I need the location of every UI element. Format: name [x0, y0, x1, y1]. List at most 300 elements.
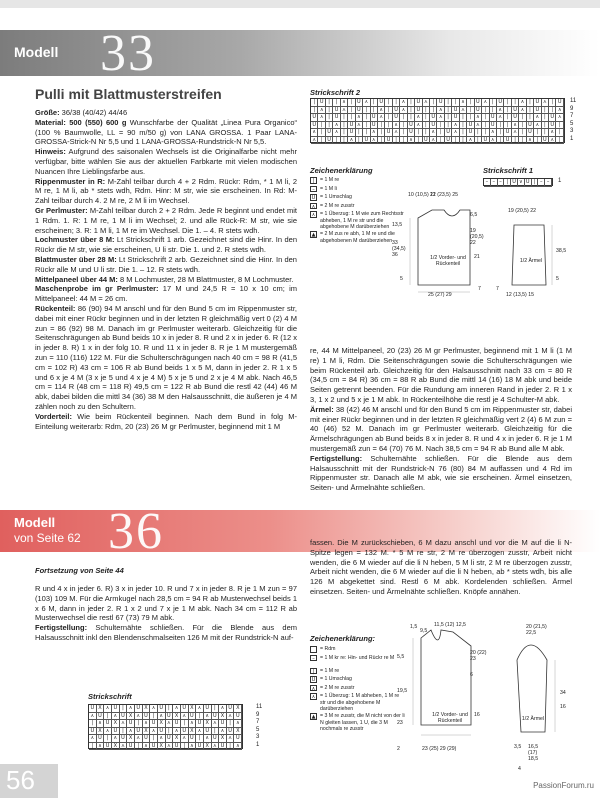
chart-cell: U: [512, 107, 519, 115]
chart-cell: ∧: [158, 735, 166, 743]
chart-cell: –: [491, 179, 498, 187]
chart-cell: |: [437, 122, 444, 130]
chart-cell: X: [234, 705, 242, 713]
chart-cell: |: [542, 114, 549, 122]
schematic2-dim-2: 11,5 (12) 12,5: [434, 622, 466, 628]
chart-cell: |: [460, 114, 467, 122]
chart-cell: |: [512, 137, 519, 145]
chart1-row-numbers: [558, 178, 561, 186]
chart2-label: Strickschrift 2: [310, 88, 361, 97]
paragraph-text: Schulternähte schließen. Für die Blende aus dem Halsausschnitt mit der Rundstrick-N 76 (80) 84 M auffassen und 4 Rd im Rippenmuster str. Danach alle M abk, wie sie erscheinen. Ärmel einsetzen, Seiten- und Ärmelnähte schließen.: [310, 453, 572, 493]
chart-cell: ⋏: [150, 705, 158, 713]
chart-cell: |: [104, 713, 112, 721]
schematic2-dim-7: 23: [397, 720, 403, 726]
chart-cell: ⋏: [475, 122, 482, 130]
schematic1-sleeve-label: 1/2 Ärmel: [519, 258, 543, 264]
chart3-grid: [88, 704, 243, 749]
chart-row: [89, 713, 242, 721]
chart-cell: |: [556, 129, 563, 137]
chart-cell: |: [445, 99, 452, 107]
chart-cell: |: [445, 122, 452, 130]
chart-cell: |: [363, 122, 370, 130]
chart-row-number: 11: [570, 98, 577, 104]
chart-cell: |: [527, 99, 534, 107]
chart-cell: X: [127, 735, 135, 743]
chart-cell: |: [333, 99, 340, 107]
chart-cell: U: [527, 129, 534, 137]
chart-cell: ⋏: [519, 107, 526, 115]
chart-cell: U: [196, 720, 204, 728]
chart-cell: U: [181, 705, 189, 713]
legend-text: = 2 M re zusstr: [320, 684, 355, 691]
chart-cell: U: [189, 713, 197, 721]
chart-cell: |: [120, 728, 128, 736]
chart-cell: U: [512, 114, 519, 122]
chart-cell: ∧: [452, 122, 459, 130]
legend-item: [310, 177, 405, 184]
chart-cell: X: [219, 735, 227, 743]
chart-cell: ∧: [219, 705, 227, 713]
chart-cell: |: [445, 107, 452, 115]
chart-cell: |: [519, 122, 526, 130]
chart-cell: |: [135, 743, 143, 751]
chart-cell: |: [393, 99, 400, 107]
chart2-row-numbers: [570, 98, 576, 143]
chart-cell: U: [437, 99, 444, 107]
chart-cell: ⋏: [196, 705, 204, 713]
paragraph: [310, 454, 572, 493]
chart-cell: U: [234, 735, 242, 743]
paragraph-text: Lt Strickschrift 2 arb. Gezeichnet sind die Hinr. In den Rückr alle M und U li str. Die 1. – 12. R stets wdh.: [35, 254, 297, 274]
chart-cell: ⋏: [549, 137, 556, 145]
paragraph: [35, 623, 297, 643]
chart-cell: U: [127, 743, 135, 751]
chart-cell: U: [135, 705, 143, 713]
schematic2-dim-1: 9,5: [420, 628, 428, 634]
paragraph: [35, 255, 297, 275]
chart-cell: |: [326, 99, 333, 107]
chart-row: [89, 728, 242, 736]
chart-cell: U: [143, 735, 151, 743]
chart-cell: ⋏: [482, 99, 489, 107]
chart-cell: ⋏: [333, 129, 340, 137]
paragraph: [35, 206, 297, 235]
chart-cell: ⋏: [430, 137, 437, 145]
chart-cell: U: [173, 720, 181, 728]
chart-cell: |: [318, 137, 325, 145]
schematic1-dim-sleeve-top: 19 (20,5) 22: [508, 208, 536, 214]
chart-cell: |: [341, 129, 348, 137]
chart-cell: |: [527, 114, 534, 122]
chart-cell: ∧: [556, 107, 563, 115]
schematic1-dim-shoulder: 6,5: [470, 212, 478, 218]
model-banner-33: [0, 25, 600, 82]
chart-cell: |: [430, 107, 437, 115]
chart-row: [484, 179, 552, 187]
chart-cell: ⋏: [212, 743, 220, 751]
chart-cell: |: [385, 122, 392, 130]
chart-cell: U: [408, 129, 415, 137]
schematic2-dim-12: 34: [560, 690, 566, 696]
chart-cell: |: [385, 99, 392, 107]
chart-cell: ⋏: [120, 743, 128, 751]
chart-cell: |: [341, 122, 348, 130]
chart-cell: U: [445, 137, 452, 145]
chart-cell: U: [430, 114, 437, 122]
paragraph-text: M-Zahl teilbar durch 2 + 2 Rdm. Jede R beginnt und endet mit 1 Rdm. 1. R: 1 M re, 1 M li im Wechsel; 2. und alle Rück-R: M str, wie sie erscheinen; 3. R: 1 M li, 1 M re im Wechsel. Die 1. – 4. R stets wdh.: [35, 205, 297, 235]
chart-cell: |: [318, 122, 325, 130]
chart-row: [311, 107, 564, 115]
chart-cell: |: [490, 107, 497, 115]
chart-cell: |: [400, 137, 407, 145]
instructions-left-1: [35, 108, 297, 431]
chart-cell: U: [556, 99, 563, 107]
chart-cell: ∧: [437, 107, 444, 115]
chart-cell: |: [504, 122, 511, 130]
chart-cell: U: [212, 735, 220, 743]
chart-cell: |: [393, 137, 400, 145]
legend-symbol-icon: U: [311, 195, 316, 201]
chart-cell: X: [219, 713, 227, 721]
chart-cell: U: [318, 99, 325, 107]
chart-cell: U: [363, 137, 370, 145]
paragraph-heading: Rückenteil:: [35, 303, 76, 313]
paragraph-text: Lt Strickschrift 1 arb. Gezeichnet sind die Hinr. In den Rückr die M str, wie sie erscheinen, U li str. Die 1. und 2. R stets wdh.: [35, 235, 298, 255]
chart-cell: |: [542, 129, 549, 137]
paragraph-heading: Größe:: [35, 108, 60, 117]
legend-text: = 2 M re zusstr: [320, 202, 355, 209]
watermark: PassionForum.ru: [533, 781, 594, 790]
legend-symbol-icon: –: [310, 186, 317, 193]
schematic1-dim-sleeve-cuff: 5: [556, 276, 559, 282]
paragraph-text: re, 44 M Mittelpaneel, 20 (23) 26 M gr Perlmuster, beginnend mit 1 M li (1 M re) 1 M li, Rdm. Die Seitenschrägungen sowie die Schulterschrägungen wie beim Rückenteil arb. Gleichzeitig für den Halsausschnitt nach 33 cm = 80 R (34,5 cm = 84 R) 36 cm = 88 R ab Bund die mittl 14 (16) 18 M abk und beide Seiten getrennt beenden. Für die Rundung am inneren Rand in jeder 2. R 1 x 3, 1 x 2 und 5 x je 1 M abk. In Rückenteilhöhe die restl je 4 Schulter-M abk.: [310, 346, 572, 404]
schematic2-front-label: 1/2 Vorder- und Rückenteil: [432, 712, 468, 724]
chart-cell: |: [326, 114, 333, 122]
legend1-title: Zeichenerklärung: [310, 166, 373, 175]
chart-cell: U: [166, 713, 174, 721]
chart-cell: U: [120, 735, 128, 743]
chart-cell: ∧: [173, 705, 181, 713]
chart-cell: U: [527, 122, 534, 130]
chart-cell: U: [452, 114, 459, 122]
chart-cell: U: [497, 99, 504, 107]
legend-text: = Rdm: [320, 646, 336, 652]
chart-cell: |: [120, 705, 128, 713]
paragraph-heading: Material: 500 (550) 600 g: [35, 117, 127, 127]
chart-cell: |: [181, 720, 189, 728]
paragraph-heading: Gr Perlmuster:: [35, 205, 88, 215]
chart-cell: |: [150, 735, 158, 743]
chart-cell: |: [549, 99, 556, 107]
paragraph: [35, 177, 297, 206]
schematic1-dim-sleeve-length: 38,5: [556, 248, 567, 254]
chart-cell: U: [356, 99, 363, 107]
paragraph-text: 17 M und 24,5 R = 10 x 10 cm; im Mittelpaneel: 44 M = 26 cm.: [35, 284, 297, 304]
paragraph: [35, 284, 297, 304]
chart-cell: |: [348, 99, 355, 107]
legend-item: [310, 231, 405, 244]
chart-cell: |: [460, 122, 467, 130]
chart-row-number: 5: [570, 120, 574, 127]
chart-cell: |: [408, 114, 415, 122]
paragraph-heading: Fertigstellung:: [310, 453, 363, 463]
front-back-outline: [418, 210, 470, 285]
chart-cell: U: [311, 122, 318, 130]
chart-cell: ∧: [97, 743, 105, 751]
instructions-right-1: [310, 346, 572, 493]
chart-cell: X: [143, 705, 151, 713]
chart-cell: U: [326, 129, 333, 137]
chart-cell: ∧: [318, 107, 325, 115]
chart-cell: ⋏: [460, 107, 467, 115]
legend-text: = 3 M re zusstr, die M nicht von der li N gleiten lassen, 1 U, die 3 M nochmals re zusstr: [320, 713, 405, 732]
legend-item: [310, 676, 405, 683]
chart-cell: U: [467, 122, 474, 130]
chart1-label: Strickschrift 1: [483, 166, 534, 175]
chart-cell: |: [311, 107, 318, 115]
schematic1-dim-top: 22 (23,5) 25: [430, 192, 458, 198]
chart-cell: U: [525, 179, 532, 187]
chart-cell: U: [504, 137, 511, 145]
chart-cell: |: [400, 114, 407, 122]
chart-cell: |: [460, 137, 467, 145]
paragraph-heading: Mittelpaneel über 44 M:: [35, 274, 118, 284]
legend-item: [310, 713, 405, 733]
chart-cell: |: [311, 99, 318, 107]
chart-cell: X: [158, 720, 166, 728]
chart-cell: ∧: [378, 107, 385, 115]
chart-cell: ∨: [518, 179, 525, 187]
chart2-grid: [310, 98, 565, 143]
legend-symbol-icon: ∧: [311, 685, 316, 692]
paragraph: [310, 538, 572, 597]
chart-cell: U: [378, 99, 385, 107]
chart-cell: U: [356, 107, 363, 115]
chart-cell: |: [104, 735, 112, 743]
chart-cell: ∧: [189, 743, 197, 751]
chart-cell: |: [363, 129, 370, 137]
legend-item: [310, 203, 405, 210]
chart-row-number: 11: [256, 704, 263, 710]
chart-cell: ⋏: [166, 720, 174, 728]
chart-cell: |: [445, 114, 452, 122]
chart-cell: ∧: [189, 720, 197, 728]
chart-cell: |: [504, 107, 511, 115]
chart-cell: ∧: [112, 735, 120, 743]
chart-cell: U: [97, 735, 105, 743]
chart-cell: U: [219, 743, 227, 751]
chart-cell: U: [104, 720, 112, 728]
chart-cell: U: [371, 114, 378, 122]
chart-cell: U: [475, 107, 482, 115]
chart-cell: U: [150, 743, 158, 751]
legend-item: [310, 211, 405, 231]
chart-cell: ∧: [348, 137, 355, 145]
chart-cell: |: [549, 107, 556, 115]
paragraph-text: 86 (90) 94 M anschl und für den Bund 5 cm im Rippenmuster str, dabei mit einer Rückr beginnen und in der letzten R gleichmäßig vert 0 (2) 4 M zun = 86 (92) 98 M. Danach im gr Perlmuster weiterarb. Gleichzeitig für die Seitenschrägungen ab Bund beids 10 x in jeder 8. R und 2 x in jeder 6. R (12 x in jeder 8. R) 1 x in der folg 10. R und 11 x in jeder 8. R je 1 M mustergemäß zun = 110 (116) 122 M. Für die Schulterschrägungen nach 40 cm = 98 R (41,5 cm = 102 R) 43 cm = 106 R ab Bund beids 1 x 5 M, dann in jeder 2. R 1 x 5 und 6 x je 4 M (3 x je 5 und 4 x je 4 M) 5 x je 5 und 2 x je 4 M abk. Nach 46,5 cm = 114 R (48 cm = 118 R) 49,5 cm = 122 R ab Bund die restl 42 (44) 46 M abk, dabei bilden die mittl 34 (36) 38 M den Halsausschnitt, die äußeren je 4 M zählen noch zu den Schultern.: [35, 303, 297, 411]
chart-cell: ⋏: [311, 137, 318, 145]
chart-cell: –: [545, 179, 552, 187]
legend-symbol-icon: [310, 646, 317, 653]
chart-cell: U: [189, 735, 197, 743]
chart-cell: ⋏: [89, 735, 97, 743]
chart-row: [311, 137, 564, 145]
chart-cell: X: [173, 735, 181, 743]
chart-cell: U: [534, 99, 541, 107]
chart-cell: ⋏: [363, 99, 370, 107]
chart-cell: U: [120, 713, 128, 721]
chart-cell: U: [112, 705, 120, 713]
chart-cell: U: [97, 713, 105, 721]
chart-cell: |: [196, 735, 204, 743]
chart-cell: |: [415, 137, 422, 145]
chart-cell: ∧: [311, 129, 318, 137]
schematic1-dim-21: 21: [474, 254, 480, 260]
schematic2-dim-3: 20 (22) 23: [470, 650, 487, 662]
chart-row-number: 3: [570, 128, 574, 134]
chart-cell: ∧: [408, 137, 415, 145]
chart-cell: U: [415, 99, 422, 107]
legend-symbol-icon: –: [310, 655, 317, 662]
legend-text: = 1 M re: [320, 667, 340, 674]
chart-cell: ⋏: [120, 720, 128, 728]
chart-cell: ∧: [371, 129, 378, 137]
chart-cell: ⋏: [135, 713, 143, 721]
chart-row: [89, 735, 242, 743]
legend-symbol-icon: ⋏: [311, 694, 316, 700]
schematic2-dim-10: 23 (25) 29 (29): [422, 746, 457, 752]
paragraph-text: Wunschfarbe der Qualität „Linea Pura Organico“ (100 % Baumwolle, LL = 90 m/50 g) von LANA GROSSA. 1 Paar LANA-GROSSA-Strick-N Nr 5,5 und 1 LANA-GROSSA-Rundstrick-N Nr 5,5.: [35, 117, 297, 147]
chart-cell: –: [484, 179, 491, 187]
chart-cell: ∧: [127, 705, 135, 713]
chart-cell: |: [467, 99, 474, 107]
legend-symbol-icon: ⋏: [311, 212, 316, 218]
paragraph: [35, 118, 297, 147]
chart-cell: X: [204, 720, 212, 728]
paragraph: [35, 108, 297, 118]
chart-cell: U: [158, 728, 166, 736]
chart-row-number: 7: [570, 113, 574, 119]
paragraph-text: M-Zahl teilbar durch 4 + 2 Rdm. Rückr: Rdm, * 1 M li, 2 M re, 1 M li, ab * stets wdh, Rdm. Hinr: M str, wie sie erscheinen. In Rd: M-Zahl teilbar durch 4. 2 M re, 2 M li im Wechsel.: [35, 176, 297, 206]
schematic2-dim-14: 3,5: [514, 744, 522, 750]
chart-cell: ∧: [204, 713, 212, 721]
schematic2-dim-15: 16,5 (17) 18,5: [528, 744, 539, 762]
chart-cell: U: [173, 743, 181, 751]
chart-row: [89, 705, 242, 713]
chart-cell: ∧: [467, 137, 474, 145]
continuation-note: Fortsetzung von Seite 44: [35, 566, 124, 575]
legend-text: = 1 M li: [320, 185, 337, 192]
chart-cell: |: [326, 122, 333, 130]
chart-cell: ⋏: [227, 713, 235, 721]
schematic1-dim-side: 19 (20,5) 22: [470, 228, 484, 246]
chart-cell: |: [227, 720, 235, 728]
paragraph-heading: Maschenprobe im gr Perlmuster:: [35, 284, 159, 294]
chart3-row-numbers: [256, 704, 262, 749]
schematic1-dim-neck: 10 (10,5) 11: [408, 192, 436, 198]
chart-cell: ⋏: [490, 137, 497, 145]
chart-cell: ∧: [219, 728, 227, 736]
chart-cell: |: [497, 129, 504, 137]
chart-cell: |: [504, 179, 511, 187]
chart-cell: U: [204, 728, 212, 736]
chart-cell: U: [234, 713, 242, 721]
model-number-36: 36: [108, 503, 164, 560]
chart-cell: |: [452, 137, 459, 145]
chart-cell: ⋏: [400, 107, 407, 115]
chart-cell: U: [371, 122, 378, 130]
chart-cell: |: [385, 107, 392, 115]
chart-cell: ∧: [204, 735, 212, 743]
instructions-right-2: [310, 538, 572, 597]
chart-cell: X: [127, 713, 135, 721]
legend2-title: Zeichenerklärung:: [310, 634, 376, 643]
schematic2-dim-16: 4: [518, 766, 521, 772]
paragraph: [35, 275, 297, 285]
chart-cell: ∧: [341, 99, 348, 107]
chart-cell: ∧: [512, 122, 519, 130]
chart-cell: |: [385, 114, 392, 122]
chart-cell: U: [475, 99, 482, 107]
paragraph: [35, 304, 297, 412]
chart-row: [311, 122, 564, 130]
chart-cell: ∧: [549, 129, 556, 137]
chart-cell: ⋏: [393, 129, 400, 137]
legend-text: = 1 Überzug: 1 M abheben, 1 M re str und die abgehobene M darüberziehen: [320, 693, 400, 712]
garment-schematic-1: [400, 190, 580, 300]
chart-cell: ∧: [460, 99, 467, 107]
chart-cell: |: [482, 114, 489, 122]
chart-cell: |: [341, 137, 348, 145]
chart-cell: U: [430, 122, 437, 130]
chart-cell: U: [333, 114, 340, 122]
schematic1-dim-sleeve-7: 7: [496, 286, 499, 292]
paragraph-heading: Vorderteil:: [35, 411, 72, 421]
schematic1-dim-armhole: 13,5: [392, 222, 403, 228]
chart-cell: U: [549, 114, 556, 122]
chart-cell: |: [556, 137, 563, 145]
chart-cell: |: [542, 122, 549, 130]
model-label: Modell: [14, 44, 59, 60]
chart-cell: X: [143, 728, 151, 736]
chart-cell: U: [227, 705, 235, 713]
chart-cell: ∧: [475, 114, 482, 122]
chart-row-number: 7: [256, 719, 260, 725]
chart-cell: ∧: [400, 99, 407, 107]
chart-row: [311, 114, 564, 122]
schematic1-front-label: 1/2 Vorder- und Rückenteil: [430, 255, 466, 267]
chart-cell: X: [204, 743, 212, 751]
chart-row: [89, 720, 242, 728]
chart-cell: |: [482, 129, 489, 137]
chart-cell: |: [519, 114, 526, 122]
chart-cell: ⋏: [135, 735, 143, 743]
chart-cell: |: [196, 713, 204, 721]
chart-cell: ⋏: [89, 713, 97, 721]
chart1-grid: [483, 178, 553, 186]
chart-cell: ⋏: [534, 122, 541, 130]
page-top-strip: [0, 0, 600, 8]
chart-cell: U: [127, 720, 135, 728]
chart-cell: X: [189, 705, 197, 713]
chart-cell: U: [333, 107, 340, 115]
chart-cell: U: [150, 720, 158, 728]
chart-cell: U: [408, 122, 415, 130]
chart-row-number: 1: [558, 178, 562, 184]
chart-cell: U: [490, 122, 497, 130]
paragraph-text: 36/38 (40/42) 44/46: [59, 108, 128, 117]
chart-cell: |: [348, 114, 355, 122]
